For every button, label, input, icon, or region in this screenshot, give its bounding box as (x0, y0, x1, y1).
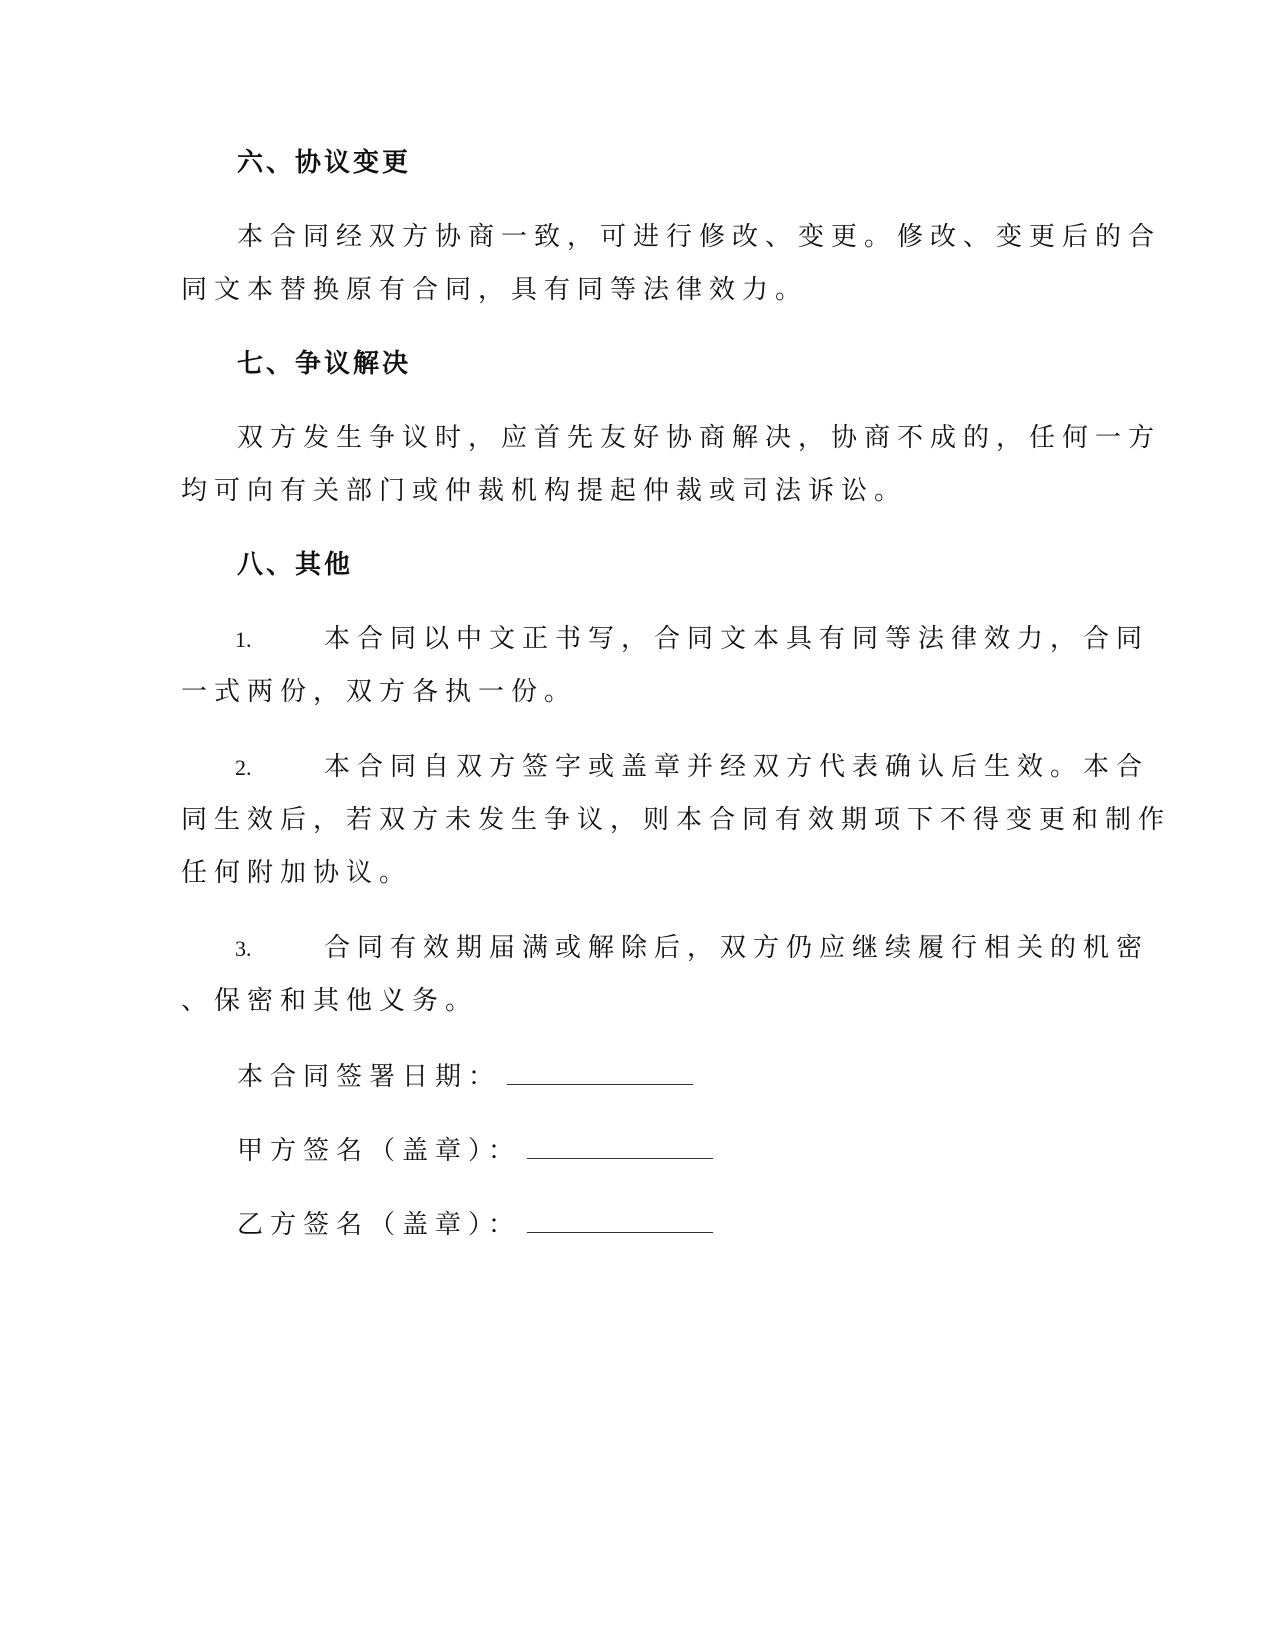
party-b-signature-blank (527, 1206, 713, 1233)
list-item-line: 同生效后，若双方未发生争议，则本合同有效期项下不得变更和制作 (181, 805, 1172, 835)
paragraph-line: 均可向有关部门或仲裁机构提起仲裁或司法诉讼。 (181, 476, 908, 506)
list-item-line: 本合同以中文正书写，合同文本具有同等法律效力，合同 (324, 624, 1150, 654)
list-item-line: 任何附加协议。 (181, 858, 413, 888)
list-item-number: 3. (235, 936, 252, 961)
party-a-signature-blank (527, 1132, 713, 1159)
party-a-signature-row (237, 1132, 713, 1168)
party-b-signature-label: 乙方签名（盖章）： (237, 1210, 522, 1240)
section-heading-8: 八、其他 (237, 550, 354, 580)
list-item-line: 、保密和其他义务。 (181, 986, 479, 1016)
party-a-signature-label: 甲方签名（盖章）： (237, 1136, 522, 1166)
list-item-line: 一式两份，双方各执一份。 (181, 677, 578, 707)
list-item-number: 1. (235, 627, 252, 652)
paragraph-line: 同文本替换原有合同，具有同等法律效力。 (181, 275, 809, 305)
list-item-line: 合同有效期届满或解除后，双方仍应继续履行相关的机密 (324, 933, 1150, 963)
list-item-line: 本合同自双方签字或盖章并经双方代表确认后生效。本合 (324, 752, 1150, 782)
paragraph-line: 本合同经双方协商一致，可进行修改、变更。修改、变更后的合 (237, 222, 1162, 252)
signing-date-label: 本合同签署日期： (237, 1062, 502, 1092)
section-heading-7: 七、争议解决 (237, 349, 412, 379)
list-item-number: 2. (235, 755, 252, 780)
signing-date-row (237, 1058, 693, 1094)
signing-date-blank (507, 1058, 693, 1085)
paragraph-line: 双方发生争议时，应首先友好协商解决，协商不成的，任何一方 (237, 423, 1162, 453)
party-b-signature-row (237, 1206, 713, 1242)
section-heading-6: 六、协议变更 (237, 148, 412, 178)
